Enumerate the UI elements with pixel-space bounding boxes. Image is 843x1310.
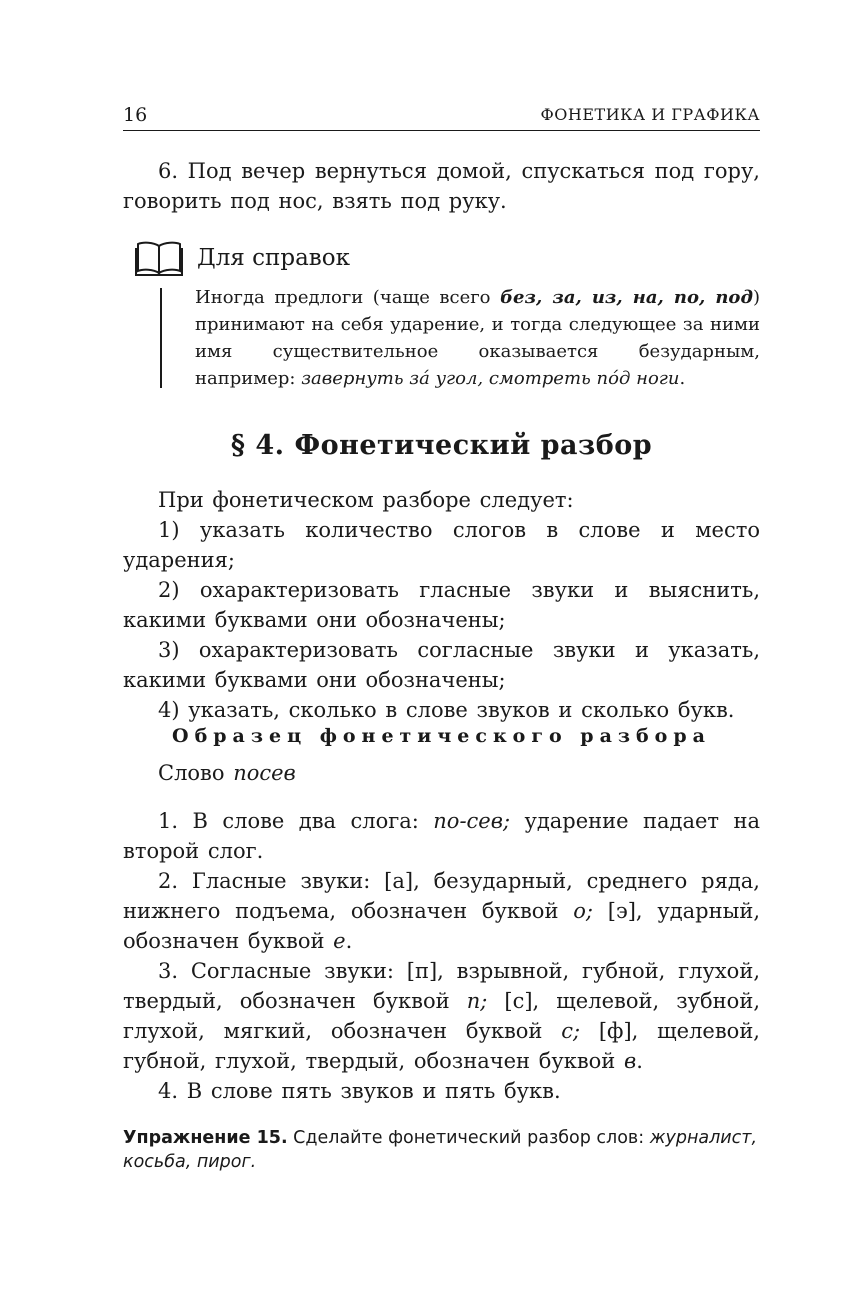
exercise-words: журналист, косьба, пирог. <box>123 1128 758 1172</box>
sample-word: Слово посев <box>158 761 296 785</box>
sample-title: Образец фонетического разбора <box>172 725 711 747</box>
item-6-block <box>123 156 760 216</box>
step-1: 1) указать количество слогов в слове и место ударения; <box>123 518 760 572</box>
sample-word-block <box>123 758 760 788</box>
sample-p4: 4. В слове пять звуков и пять букв. <box>158 1079 561 1103</box>
exercise-15: Упражнение 15. Сделайте фонетический разбор слов: журналист, косьба, пирог. <box>123 1128 758 1172</box>
page-number: 16 <box>123 104 148 126</box>
step-3: 3) охарактеризовать согласные звуки и указать, какими буквами они обозначены; <box>123 638 760 692</box>
reference-example: завернуть за́ угол, смотреть по́д ноги <box>301 368 680 389</box>
steps-block <box>123 485 760 725</box>
reference-text: Иногда предлоги (чаще всего без, за, из, на, по, под) принимают на себя ударение, и тогда следующее за ними имя существительное оказывается безударным, например: завернуть за́ угол, смотреть по́д ноги. <box>195 287 760 389</box>
running-header <box>123 104 760 131</box>
sample-p3: 3. Согласные звуки: [п], взрывной, губной, глухой, твердый, обозначен буквой п; [с], щелевой, зубной, глухой, мягкий, обозначен буквой с; [ф], щелевой, губной, глухой, твердый, обозначен буквой в. <box>123 959 760 1073</box>
step-4: 4) указать, сколько в слове звуков и сколько букв. <box>158 698 735 722</box>
steps-intro: При фонетическом разборе следует: <box>158 488 574 512</box>
sample-p1: 1. В слове два слога: по-сев; ударение падает на второй слог. <box>123 809 760 863</box>
sample-p2: 2. Гласные звуки: [а], безударный, среднего ряда, нижнего подъема, обозначен буквой о; [э], ударный, обозначен буквой е. <box>123 869 760 953</box>
step-2: 2) охарактеризовать гласные звуки и выяснить, какими буквами они обозначены; <box>123 578 760 632</box>
exercise-label: Упражнение 15. <box>123 1128 288 1148</box>
running-title: ФОНЕТИКА И ГРАФИКА <box>540 105 760 124</box>
open-book-icon <box>135 240 183 276</box>
section-title: § 4. Фонетический разбор <box>230 430 653 461</box>
reference-prepositions: без, за, из, на, по, под <box>500 287 753 308</box>
sample-analysis <box>123 806 760 1106</box>
item-6-text: 6. Под вечер вернуться домой, спускаться под гору, говорить под нос, взять под руку. <box>123 159 760 213</box>
reference-bar <box>160 288 162 388</box>
reference-heading <box>135 240 350 276</box>
reference-title: Для справок <box>197 245 350 271</box>
